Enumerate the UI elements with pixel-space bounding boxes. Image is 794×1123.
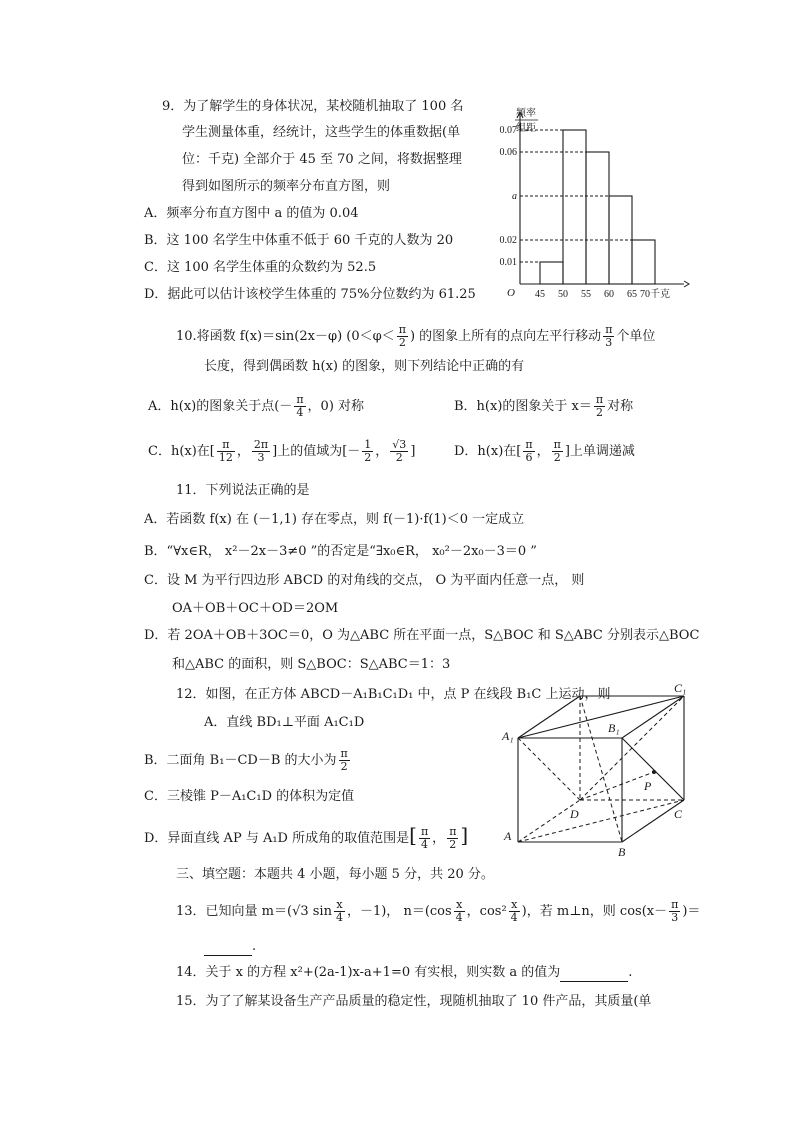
fraction	[334, 899, 345, 924]
q12-option-c: C．三棱锥 P－A₁C₁D 的体积为定值	[144, 789, 355, 804]
y-label-denominator: 组距	[516, 123, 536, 134]
numerator: √3	[392, 438, 407, 451]
q9-option-a: A．频率分布直方图中 a 的值为 0.04	[144, 206, 359, 221]
q10-option-d	[454, 435, 635, 469]
fraction	[294, 394, 305, 419]
numerator: π	[217, 439, 235, 452]
denominator: 4	[421, 838, 429, 851]
y-tick-label: 0.01	[499, 257, 517, 268]
q10-line2: 长度，得到偶函数 h(x) 的图象，则下列结论中正确的有	[204, 359, 525, 374]
y-tick-label: 0.07	[499, 125, 517, 136]
histogram-bar	[540, 262, 563, 284]
y-tick-label: a	[512, 191, 517, 202]
denominator: 2	[398, 336, 406, 349]
q9-option-b: B．这 100 名学生中体重不低于 60 千克的人数为 20	[144, 233, 454, 248]
denominator: 6	[525, 451, 533, 464]
q9-line3: 位：千克) 全部介于 45 至 70 之间，将数据整理	[182, 152, 462, 167]
fraction	[552, 439, 563, 464]
fraction	[252, 439, 270, 464]
label-b: B	[618, 845, 626, 859]
comma: ，	[432, 831, 446, 846]
label-d: D	[570, 807, 579, 821]
denominator: 4	[335, 911, 343, 924]
numerator: π	[398, 323, 406, 336]
fraction	[447, 826, 458, 851]
q10-text-a: 10.将函数 f(x)＝sin(2x－φ) (0＜φ＜	[176, 329, 395, 344]
fraction	[594, 394, 605, 419]
q10-c-text2: ，	[236, 444, 250, 459]
q14: 14．关于 x 的方程 x²+(2a-1)x-a+1=0 有实根，则实数 a 的值为 .	[176, 965, 633, 980]
q10-d-text3: ]上单调递减	[564, 444, 635, 459]
denominator: 2	[364, 451, 372, 464]
q13-text-d: )，若 m⊥n，则 cos(x－	[521, 904, 668, 919]
line-d1-b	[580, 696, 622, 842]
fraction	[669, 899, 680, 924]
histogram-bar	[632, 240, 655, 284]
numerator: x	[509, 899, 520, 912]
label-b1: B₁	[608, 721, 620, 735]
q10-a-text: A．h(x)的图象关于点(－	[148, 399, 293, 414]
line-d-p	[580, 772, 654, 800]
q13-text-b: ，－1)， n＝(cos	[346, 904, 452, 919]
histogram-bar	[563, 130, 586, 284]
q12-title: 12．如图，在正方体 ABCD－A₁B₁C₁D₁ 中，点 P 在线段 B₁C 上运动，则	[176, 687, 611, 702]
edge-b1-c1	[622, 696, 684, 738]
line-a1-d	[518, 738, 580, 800]
fraction	[339, 748, 350, 773]
denominator: 12	[218, 451, 233, 464]
x-tick-label: 45	[535, 289, 545, 300]
q9-line4: 得到如图所示的频率分布直方图，则	[182, 179, 391, 194]
origin-label: O	[507, 287, 515, 299]
frequency-histogram	[490, 100, 690, 305]
numerator: π	[553, 438, 561, 451]
denominator: 2	[340, 760, 348, 773]
q11-option-d2: 和△ABC 的面积，则 S△BOC：S△ABC＝1：3	[172, 657, 451, 672]
numerator: π	[340, 747, 348, 760]
q10-c-text: C．h(x)在[	[148, 444, 215, 459]
q10-d-text2: ，	[536, 444, 550, 459]
fraction	[509, 899, 520, 924]
denominator: 3	[671, 911, 679, 924]
q10-line1	[176, 320, 655, 354]
q13-answer-line: .	[204, 938, 256, 956]
numerator: π	[449, 825, 457, 838]
denominator: 2	[449, 838, 457, 851]
q13	[176, 895, 700, 929]
fraction	[603, 324, 614, 349]
q10-b-text2: 对称	[607, 399, 634, 414]
numerator: π	[671, 898, 679, 911]
y-tick-label: 0.06	[499, 147, 517, 158]
numerator: 1	[364, 438, 372, 451]
numerator: π	[525, 438, 533, 451]
q10-c-text4: ，	[375, 444, 389, 459]
q11-option-a: A．若函数 f(x) 在 (－1,1) 存在零点，则 f(－1)·f(1)＜0 一定成立	[144, 512, 525, 527]
cube-figure	[496, 682, 696, 862]
q10-text-c: 个单位	[616, 329, 656, 344]
denominator: 3	[257, 451, 265, 464]
edge-a1-d1	[518, 696, 580, 738]
q12-option-a: A．直线 BD₁⊥平面 A₁C₁D	[204, 715, 365, 730]
bracket-right: ]	[460, 823, 469, 847]
q9-line2: 学生测量体重，经统计，这些学生的体重数据(单	[182, 125, 461, 140]
answer-blank	[560, 969, 628, 982]
q10-d-text: D．h(x)在[	[454, 444, 522, 459]
fraction	[419, 826, 430, 851]
histogram-bar	[586, 152, 609, 284]
label-p: P	[644, 779, 652, 793]
q12-option-b	[144, 744, 352, 778]
denominator: 4	[296, 406, 304, 419]
q10-text-b: ) 的图象上所有的点向左平行移动	[409, 329, 602, 344]
q10-option-b	[454, 390, 633, 424]
label-c1: C₁	[674, 682, 687, 695]
diag-b1-c	[622, 738, 684, 800]
q9-option-d: D．据此可以估计该校学生体重的 75%分位数约为 61.25	[144, 287, 476, 302]
bracket-left: [	[409, 823, 417, 847]
x-tick-label: 65	[627, 289, 637, 300]
q11-option-b: B．“∀x∈R， x²－2x－3≠0 ”的否定是“∃x₀∈R， x₀²－2x₀－3＝0 ”	[144, 544, 537, 559]
x-tick-label: 60	[604, 289, 614, 300]
q14-text: 14．关于 x 的方程 x²+(2a-1)x-a+1=0 有实根，则实数 a 的值为	[176, 965, 561, 980]
q12-d-text: D．异面直线 AP 与 A₁D 所成角的取值范围是	[144, 831, 410, 846]
q10-c-text3: ]上的值域为[－	[272, 444, 361, 459]
numerator: x	[454, 899, 465, 912]
x-tick-label: 55	[581, 289, 591, 300]
q10-option-a	[148, 390, 364, 424]
x-axis-arrow-icon	[684, 281, 689, 287]
label-a: A	[504, 829, 512, 843]
y-tick-label: 0.02	[499, 235, 517, 246]
q11-title: 11．下列说法正确的是	[176, 483, 310, 498]
q11-option-c1: C．设 M 为平行四边形 ABCD 的对角线的交点， O 为平面内任意一点， 则	[144, 573, 585, 588]
denominator: 4	[510, 911, 518, 924]
answer-blank	[204, 943, 252, 956]
numerator: π	[605, 323, 613, 336]
q13-text-a: 13．已知向量 m＝(√3 sin	[176, 904, 332, 919]
label-a1: A₁	[502, 729, 514, 743]
fraction	[217, 439, 235, 464]
q10-c-text5: ]	[410, 444, 416, 459]
fraction	[390, 439, 408, 464]
line-a-c	[518, 800, 684, 842]
x-tick-label: 70千克	[640, 289, 670, 300]
numerator: π	[420, 825, 429, 838]
point-p	[652, 770, 656, 774]
q13-text-c: ，cos²	[466, 904, 507, 919]
denominator: 3	[605, 336, 613, 349]
denominator: 2	[553, 451, 561, 464]
numerator: 2π	[253, 438, 269, 451]
label-c: C	[674, 807, 683, 821]
denominator: 2	[395, 451, 403, 464]
numerator: x	[334, 899, 345, 912]
q9-option-c: C．这 100 名学生体重的众数约为 52.5	[144, 260, 377, 275]
numerator: π	[595, 393, 604, 406]
denominator: 4	[455, 911, 463, 924]
q9-line1: 9．为了解学生的身体状况，某校随机抽取了 100 名	[162, 99, 464, 114]
x-tick-label: 50	[558, 289, 568, 300]
q11-option-d1: D．若 2OA＋OB＋3OC＝0，O 为△ABC 所在平面一点，S△BOC 和 S△ABC 分别表示△BOC	[144, 628, 700, 643]
numerator: π	[296, 393, 304, 406]
fraction	[454, 899, 465, 924]
denominator: 2	[595, 406, 603, 419]
y-label-numerator: 频率	[516, 108, 536, 119]
diag-a1-c1	[518, 696, 684, 738]
q10-a-text2: ，0) 对称	[307, 399, 365, 414]
section-3-heading: 三、填空题：本题共 4 小题，每小题 5 分，共 20 分。	[176, 867, 494, 882]
fraction	[362, 439, 373, 464]
q12-b-text: B．二面角 B₁－CD－B 的大小为	[144, 753, 337, 768]
q11-option-c2: OA＋OB＋OC＋OD＝2OM	[172, 601, 339, 616]
q12-option-d	[144, 818, 468, 856]
q10-b-text: B．h(x)的图象关于 x＝	[454, 399, 592, 414]
q10-option-c	[148, 435, 415, 469]
q13-text-e: )＝	[682, 904, 701, 919]
fraction	[397, 324, 408, 349]
fraction	[523, 439, 534, 464]
q15: 15．为了了解某设备生产产品质量的稳定性，现随机抽取了 10 件产品，其质量(单	[176, 994, 652, 1009]
